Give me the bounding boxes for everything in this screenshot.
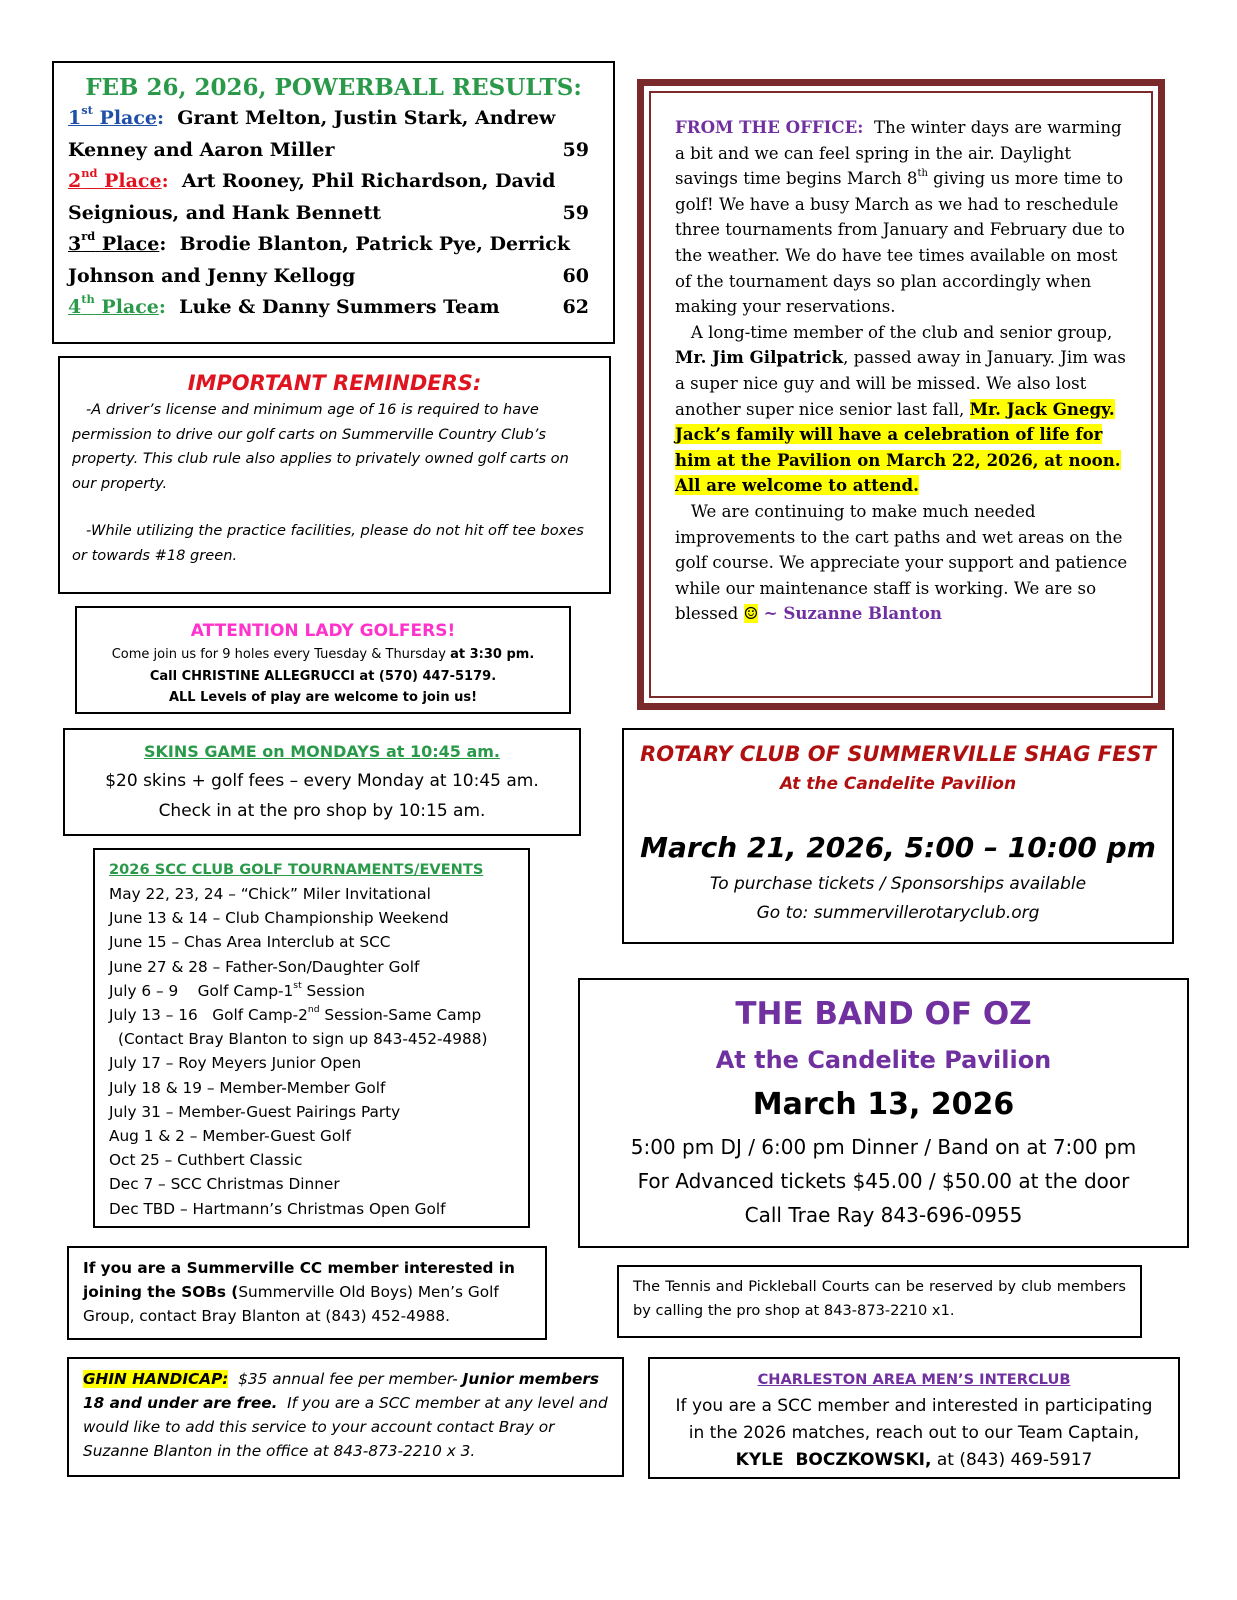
skins-line-1: $20 skins + golf fees – every Monday at 10:45 am. [105, 771, 539, 791]
rotary-venue: At the Candelite Pavilion [779, 774, 1017, 794]
place-1-line-2: Kenney and Aaron Miller 59 [68, 135, 599, 167]
place-1-label: 1st Place [68, 103, 158, 129]
from-the-office-box [637, 79, 1165, 710]
ghin-handicap-box [67, 1357, 624, 1477]
powerball-title: FEB 26, 2026, POWERBALL RESULTS: [85, 74, 582, 101]
place-3-line-1: 3rd Place: Brodie Blanton, Patrick Pye, Derrick [68, 229, 571, 255]
rotary-title: ROTARY CLUB OF SUMMERVILLE SHAG FEST [640, 742, 1156, 766]
oz-title: THE BAND OF OZ [735, 996, 1032, 1032]
event-item: July 17 – Roy Meyers Junior Open [109, 1054, 362, 1073]
event-item-camp-1: July 6 – 9 Golf Camp-1st Session [109, 979, 365, 1000]
reminders-title: IMPORTANT REMINDERS: [187, 371, 482, 395]
oz-venue: At the Candelite Pavilion [715, 1046, 1052, 1074]
oz-contact: Call Trae Ray 843-696-0955 [744, 1203, 1023, 1227]
tennis-pickleball-box [617, 1265, 1142, 1338]
tennis-text: The Tennis and Pickleball Courts can be reserved by club members by calling the pro shop at 843-873-2210 x1. [633, 1278, 1126, 1319]
powerball-results-box [52, 61, 615, 344]
place-3-names: Brodie Blanton, Patrick Pye, Derrick [179, 233, 571, 255]
event-item: June 27 & 28 – Father-Son/Daughter Golf [109, 957, 420, 976]
rotary-shag-fest-box [622, 728, 1174, 944]
interclub-title: CHARLESTON AREA MEN’S INTERCLUB [757, 1371, 1071, 1388]
place-2-line-2: Seignious, and Hank Bennett 59 [68, 198, 599, 230]
event-item: Oct 25 – Cuthbert Classic [109, 1151, 303, 1170]
event-item-camp-2: July 13 – 16 Golf Camp-2nd Session-Same Camp [109, 1004, 482, 1025]
event-item: Dec TBD – Hartmann’s Christmas Open Golf [109, 1199, 446, 1218]
place-2-label: 2nd Place [68, 166, 162, 192]
ghin-text: GHIN HANDICAP: $35 annual fee per member- Junior members 18 and under are free. If you are a SCC member at any level and would like to add this service to your account contact Bray or Suzanne Blanton in the office at 843-873-2210 x 3. [83, 1370, 613, 1460]
place-1-names: Grant Melton, Justin Stark, Andrew [177, 107, 556, 129]
office-signature: ~ Suzanne Blanton [763, 603, 942, 624]
rotary-website: Go to: summervillerotaryclub.org [756, 903, 1040, 923]
event-item: Dec 7 – SCC Christmas Dinner [109, 1175, 340, 1194]
lady-golfers-line-2: Call CHRISTINE ALLEGRUCCI at (570) 447-5179. [149, 668, 497, 684]
oz-date: March 13, 2026 [752, 1087, 1015, 1122]
interclub-contact: KYLE BOCZKOWSKI, at (843) 469-5917 [735, 1450, 1093, 1470]
place-4-label: 4th Place [68, 292, 159, 318]
event-item: July 18 & 19 – Member-Member Golf [109, 1078, 386, 1097]
band-of-oz-box [578, 978, 1189, 1248]
place-1-score: 59 [562, 138, 589, 161]
sobs-box [67, 1246, 547, 1340]
place-3-score: 60 [562, 264, 589, 287]
event-item: Aug 1 & 2 – Member-Guest Golf [109, 1127, 351, 1146]
interclub-line-1: If you are a SCC member and interested in participating [675, 1396, 1153, 1416]
tournaments-events-box [93, 848, 530, 1228]
place-3-label: 3rd Place [68, 229, 160, 255]
reminder-1: -A driver’s license and minimum age of 16 is required to have permission to drive our golf carts on Summerville Country Club’s property. This club rule also applies to privately owned golf carts on our property. [72, 401, 569, 492]
rotary-line-1: To purchase tickets / Sponsorships available [709, 874, 1087, 894]
lady-golfers-title: ATTENTION LADY GOLFERS! [190, 621, 456, 641]
oz-tickets: For Advanced tickets $45.00 / $50.00 at the door [637, 1169, 1130, 1193]
skins-line-2: Check in at the pro shop by 10:15 am. [158, 801, 486, 821]
place-2-line-1: 2nd Place: Art Rooney, Phil Richardson, David [68, 166, 556, 192]
office-paragraph-1: FROM THE OFFICE: The winter days are warming a bit and we can feel spring in the air. Daylight savings time begins March 8th giving us more time to golf! We have a busy March as we had to reschedule three tournaments from January and February due to the weather. We do have tee times available on most of the tournament days so plan accordingly when making your reservations. [675, 117, 1125, 317]
smiley-icon: ☺ [743, 604, 759, 624]
skins-title: SKINS GAME on MONDAYS at 10:45 am. [143, 742, 501, 761]
lady-golfers-line-1: Come join us for 9 holes every Tuesday & Thursday at 3:30 pm. [111, 647, 535, 662]
oz-schedule: 5:00 pm DJ / 6:00 pm Dinner / Band on at 7:00 pm [630, 1135, 1137, 1159]
place-2-names: Art Rooney, Phil Richardson, David [181, 170, 556, 192]
lady-golfers-box [75, 606, 571, 714]
important-reminders-box [58, 356, 611, 594]
rotary-date: March 21, 2026, 5:00 – 10:00 pm [640, 831, 1156, 864]
place-1-line-1: 1st Place: Grant Melton, Justin Stark, Andrew [68, 103, 556, 129]
camp-contact: (Contact Bray Blanton to sign up 843-452-4988) [118, 1030, 488, 1049]
celebration-notice: Mr. Jack Gnegy. Jack’s family will have a celebration of life for him at the Pavilion on March 22, 2026, at noon. All are welcome to attend. [675, 398, 1121, 496]
ghin-label: GHIN HANDICAP: [83, 1370, 229, 1388]
event-item: May 22, 23, 24 – “Chick” Miler Invitational [109, 885, 431, 903]
office-paragraph-2: A long-time member of the club and senior group, Mr. Jim Gilpatrick, passed away in January. Jim was a super nice guy and will be missed. We also lost another super nice senior last fall, Mr. Jack Gnegy. Jack’s family will have a celebration of life for him at the Pavilion on March 22, 2026, at noon. All are welcome to attend. [675, 322, 1126, 496]
lady-golfers-line-3: ALL Levels of play are welcome to join us! [168, 690, 478, 705]
event-item: June 13 & 14 – Club Championship Weekend [109, 909, 449, 928]
place-2-score: 59 [562, 201, 589, 224]
reminder-2: -While utilizing the practice facilities, please do not hit off tee boxes or towards #18 green. [72, 522, 584, 564]
member-name: Mr. Jim Gilpatrick [675, 347, 844, 368]
interclub-line-2: in the 2026 matches, reach out to our Team Captain, [688, 1423, 1140, 1443]
place-3-line-2: Johnson and Jenny Kellogg 60 [68, 261, 599, 293]
place-4-line: 4th Place: Luke & Danny Summers Team 62 [68, 292, 599, 324]
office-heading: FROM THE OFFICE: [675, 117, 864, 137]
mens-interclub-box [648, 1357, 1180, 1479]
place-4-names: Luke & Danny Summers Team [179, 296, 500, 318]
sobs-text: If you are a Summerville CC member interested in joining the SOBs (Summerville Old Boys) Men’s Golf Group, contact Bray Blanton at (843) 452-4988. [83, 1259, 515, 1325]
event-item: July 31 – Member-Guest Pairings Party [109, 1102, 401, 1121]
place-4-score: 62 [562, 296, 589, 318]
skins-game-box [63, 728, 581, 836]
office-paragraph-3: We are continuing to make much needed improvements to the cart paths and wet areas on the golf course. We appreciate your support and patience while our maintenance staff is working. We are so blessed ☺ ~ Suzanne Blanton [675, 501, 1128, 624]
event-item: June 15 – Chas Area Interclub at SCC [109, 933, 391, 952]
events-title: 2026 SCC CLUB GOLF TOURNAMENTS/EVENTS [109, 861, 484, 878]
